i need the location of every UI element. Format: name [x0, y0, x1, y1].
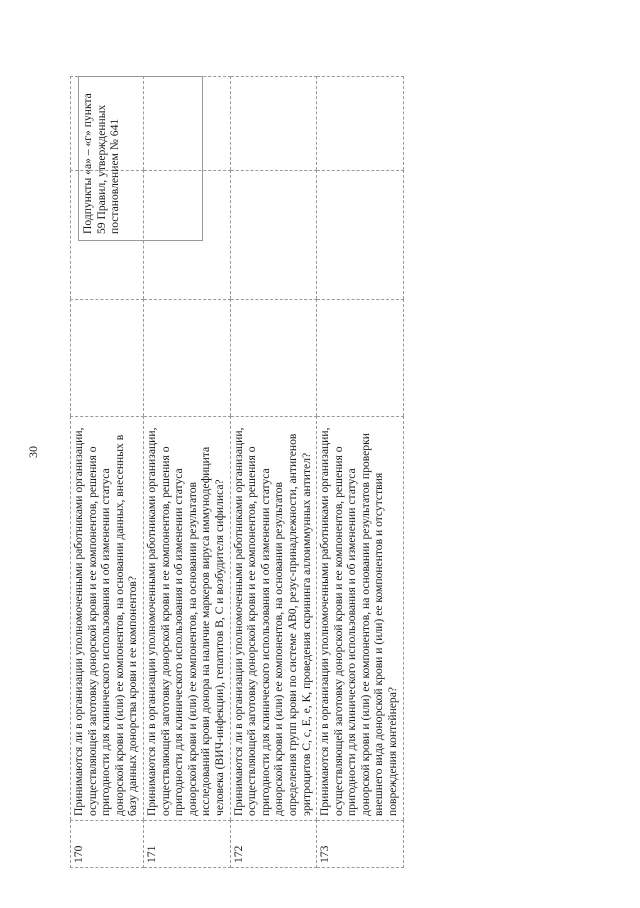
question-text: Принимаются ли в организации уполномоченными работниками организации, осуществляющей заготовку донорской крови и ее компонентов, решения о пригодности для клинического использования и об изменении статуса донорской крови и (или) ее компонентов, на основании результатов исследований крови донора на наличие маркеров вируса иммунодефицита человека (ВИЧ-инфекции), гепатитов В, С и возбудителя сифилиса? [143, 417, 230, 821]
answer-cell-yes [317, 300, 404, 417]
row-number: 170 [71, 821, 144, 868]
question-text: Принимаются ли в организации уполномоченными работниками организации, осуществляющей заготовку донорской крови и ее компонентов, решения о пригодности для клинического использования и об изменении статуса донорской крови и (или) ее компонентов, на основании результатов определения групп крови по системе АВ0, резус-принадлежности, антигенов эритроцитов С, с, Е, е, К, проведения скрининга аллоиммунных антител? [230, 417, 317, 821]
legal-basis: Подпункты «а» – «г» пункта 59 Правил, утвержденных постановлением № 641 [78, 76, 203, 241]
answer-cell-no [317, 171, 404, 300]
answer-cell-na [230, 77, 317, 171]
page-number: 30 [26, 446, 40, 458]
question-text: Принимаются ли в организации уполномоченными работниками организации, осуществляющей заготовку донорской крови и ее компонентов, решения о пригодности для клинического использования и об изменении статуса донорской крови и (или) ее компонентов, на основании данных, внесенных в базу данных донорства крови и ее компонентов? [71, 417, 144, 821]
answer-cell-no [230, 171, 317, 300]
table-row [317, 77, 404, 868]
table-row [230, 77, 317, 868]
row-number: 173 [317, 821, 404, 868]
answer-cell-yes [230, 300, 317, 417]
row-number: 172 [230, 821, 317, 868]
answer-cell-yes [71, 300, 144, 417]
row-number: 171 [143, 821, 230, 868]
question-text: Принимаются ли в организации уполномоченными работниками организации, осуществляющей заготовку донорской крови и ее компонентов, решения о пригодности для клинического использования и об изменении статуса донорской крови и (или) ее компонентов, на основании результатов проверки внешнего вида донорской крови и (или) ее компонентов и отсутствия повреждения контейнера? [317, 417, 404, 821]
answer-cell-yes [143, 300, 230, 417]
answer-cell-na [317, 77, 404, 171]
